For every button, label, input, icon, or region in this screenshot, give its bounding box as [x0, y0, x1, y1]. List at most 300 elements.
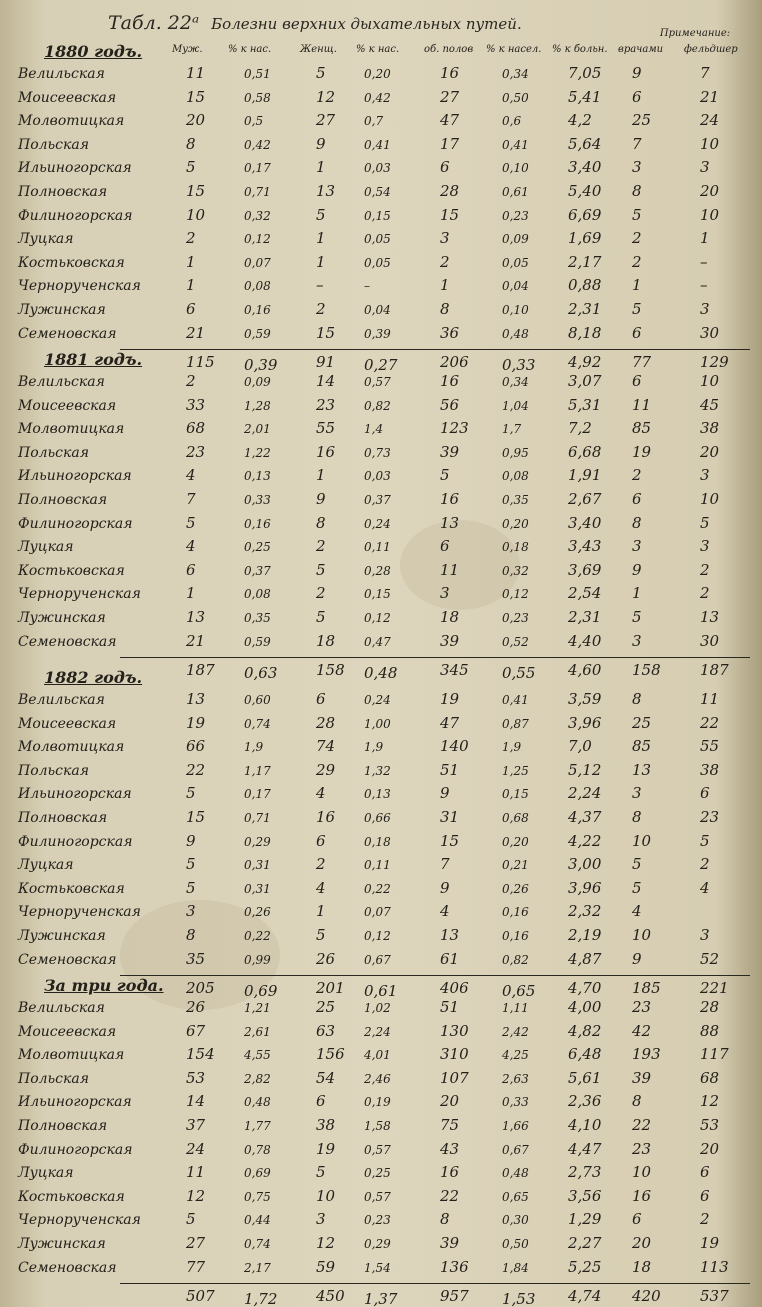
table-cell: 0,42 — [244, 137, 271, 152]
table-cell: 0,32 — [244, 208, 271, 223]
table-cell: 1 — [700, 229, 710, 248]
section-year-heading: 1880 годъ. — [44, 42, 143, 61]
table-cell: 8 — [632, 182, 642, 200]
table-cell: 0,23 — [502, 611, 529, 625]
table-cell: 4,2 — [568, 111, 592, 130]
table-row — [0, 443, 762, 465]
table-row — [0, 135, 762, 157]
section-year-heading: 1881 годъ. — [44, 350, 143, 369]
total-cell: 4,92 — [568, 353, 602, 372]
table-cell: 77 — [186, 1257, 206, 1276]
table-cell: 37 — [186, 1116, 206, 1134]
table-cell: 28 — [700, 998, 720, 1016]
table-cell: 0,34 — [502, 67, 529, 81]
total-cell: 0,65 — [502, 982, 536, 1001]
table-cell: 2 — [316, 300, 326, 318]
table-cell: 0,99 — [244, 952, 271, 967]
table-cell: 8 — [316, 513, 326, 532]
table-cell: 1,29 — [568, 1210, 602, 1229]
table-cell: 24 — [700, 111, 720, 130]
total-rule — [120, 349, 750, 350]
total-cell: 450 — [316, 1287, 345, 1306]
table-cell: 2,17 — [244, 1260, 271, 1275]
table-cell: 1,17 — [244, 763, 271, 778]
table-cell: 13 — [186, 690, 206, 708]
district-name: Семеновская — [18, 633, 117, 650]
district-name: Луцкая — [18, 539, 74, 556]
table-row — [0, 690, 762, 712]
table-cell: 0,7 — [364, 114, 384, 129]
total-cell: 0,27 — [364, 356, 398, 375]
total-cell: 0,63 — [244, 664, 278, 683]
table-cell: 12 — [316, 87, 336, 106]
table-cell: 39 — [440, 1234, 460, 1252]
table-cell: 51 — [440, 998, 460, 1016]
table-cell: – — [700, 252, 708, 271]
table-cell: 2,61 — [244, 1024, 271, 1039]
table-cell: 1 — [440, 276, 450, 295]
table-cell: 0,29 — [244, 834, 271, 849]
district-name: Филиногорская — [18, 515, 133, 532]
table-cell: 10 — [316, 1186, 336, 1205]
table-cell: 6,69 — [568, 205, 602, 224]
table-cell: 3 — [440, 229, 450, 248]
table-cell: 5 — [440, 466, 450, 485]
table-cell: 25 — [632, 111, 652, 130]
table-cell: 38 — [700, 760, 720, 779]
table-cell: 0,48 — [244, 1095, 271, 1110]
table-cell: 6 — [632, 372, 642, 390]
district-name: Велильская — [18, 374, 105, 390]
table-cell: 25 — [632, 713, 652, 732]
table-row — [0, 182, 762, 204]
table-cell: 52 — [700, 949, 720, 968]
table-cell: 4,01 — [364, 1048, 391, 1063]
table-cell: 47 — [440, 111, 460, 130]
district-name: Полновская — [18, 810, 108, 826]
table-row — [0, 111, 762, 133]
table-cell: 23 — [632, 998, 652, 1016]
district-name: Моисеевская — [18, 89, 117, 106]
table-cell: 7 — [700, 64, 710, 82]
table-cell: 6 — [700, 784, 710, 803]
table-cell: 2 — [632, 466, 642, 485]
table-cell: 0,88 — [568, 276, 602, 295]
table-cell: 0,12 — [244, 232, 271, 247]
table-cell: 56 — [440, 395, 460, 414]
table-cell: 6 — [700, 1186, 710, 1205]
table-cell: 0,74 — [244, 1237, 271, 1251]
total-cell: 4,74 — [568, 1287, 602, 1306]
table-cell: 3 — [186, 902, 196, 921]
table-row — [0, 1258, 762, 1280]
table-cell: 3 — [632, 784, 642, 803]
table-cell: 1 — [316, 229, 326, 248]
table-cell: 9 — [440, 878, 450, 897]
table-cell: 2 — [440, 252, 450, 271]
table-cell: 10 — [632, 831, 652, 850]
table-cell: 30 — [700, 631, 720, 650]
table-cell: 0,31 — [244, 881, 271, 896]
table-row — [0, 1092, 762, 1114]
table-cell: 67 — [186, 1021, 206, 1040]
table-cell: 2,27 — [568, 1234, 602, 1252]
table-row — [0, 490, 762, 512]
total-cell: 115 — [186, 353, 215, 372]
table-cell: 140 — [440, 737, 469, 756]
table-cell: 2,24 — [568, 784, 602, 803]
column-header: фельдшер — [684, 44, 738, 55]
total-cell: 187 — [700, 661, 729, 680]
table-cell: 0,09 — [244, 375, 271, 389]
table-cell: 21 — [186, 323, 206, 342]
table-cell: 6 — [632, 490, 642, 508]
table-cell: 2,54 — [568, 584, 602, 603]
table-row — [0, 714, 762, 736]
table-cell: 1,21 — [244, 1001, 271, 1015]
table-cell: 7 — [440, 855, 450, 874]
table-cell: 4 — [700, 878, 710, 897]
table-cell: 55 — [316, 419, 336, 438]
total-cell: 345 — [440, 661, 469, 680]
table-cell: 75 — [440, 1116, 460, 1134]
table-cell: 5 — [316, 64, 326, 82]
title-number: Табл. 22ᵃ — [108, 12, 200, 34]
table-cell: 6 — [632, 1210, 642, 1229]
table-cell: 2,73 — [568, 1163, 602, 1182]
table-cell: 0,35 — [244, 611, 271, 625]
table-cell: 3 — [440, 584, 450, 603]
table-cell: 4 — [316, 784, 326, 803]
table-cell: 0,21 — [502, 858, 529, 873]
table-cell: 19 — [440, 690, 460, 708]
table-cell: 0,41 — [364, 137, 391, 152]
table-cell: 10 — [700, 490, 720, 508]
table-cell: 22 — [700, 713, 720, 732]
table-cell: 1 — [186, 584, 196, 603]
total-cell: 0,33 — [502, 356, 536, 375]
table-cell: 1,11 — [502, 1001, 529, 1015]
total-cell: 0,69 — [244, 982, 278, 1001]
table-cell: 1 — [186, 276, 196, 295]
table-cell: 2 — [316, 584, 326, 603]
table-row — [0, 1234, 762, 1256]
table-cell: 5,40 — [568, 182, 602, 200]
table-cell: 0,59 — [244, 326, 271, 341]
table-cell: 2 — [186, 229, 196, 248]
table-cell: 2,46 — [364, 1071, 391, 1086]
table-cell: 0,31 — [244, 858, 271, 873]
table-cell: 0,60 — [244, 693, 271, 707]
table-cell: 0,48 — [502, 326, 529, 341]
table-cell: 8 — [632, 513, 642, 532]
district-name: Полновская — [18, 184, 108, 200]
total-cell: 406 — [440, 979, 469, 998]
table-cell: 3 — [700, 537, 710, 556]
table-cell: 0,48 — [502, 1166, 529, 1181]
table-cell: 0,37 — [244, 563, 271, 578]
table-cell: 5,41 — [568, 87, 602, 106]
table-cell: 9 — [632, 949, 642, 968]
district-name: Ильиногорская — [18, 786, 132, 803]
table-cell: 11 — [186, 1163, 206, 1182]
table-cell: 4,47 — [568, 1139, 602, 1158]
table-cell: 6 — [440, 158, 450, 177]
table-cell: 0,68 — [502, 811, 529, 825]
table-cell: 0,05 — [502, 255, 529, 270]
table-cell: 6 — [700, 1163, 710, 1182]
table-cell: 0,66 — [364, 811, 391, 825]
table-cell: 10 — [632, 1163, 652, 1182]
table-cell: 0,44 — [244, 1213, 271, 1228]
column-header: врачами — [618, 44, 664, 55]
table-cell: 0,37 — [364, 493, 391, 507]
table-cell: 3,69 — [568, 560, 602, 579]
table-cell: 4 — [632, 902, 642, 921]
table-cell: 0,22 — [364, 881, 391, 896]
table-cell: 6 — [440, 537, 450, 556]
table-cell: 117 — [700, 1045, 729, 1064]
district-name: Чернорученская — [18, 586, 141, 603]
table-cell: 6 — [316, 690, 326, 708]
table-cell: 0,26 — [244, 905, 271, 920]
table-cell: 3,40 — [568, 158, 602, 177]
table-cell: 0,13 — [364, 787, 391, 802]
table-row — [0, 832, 762, 854]
table-cell: 0,20 — [364, 67, 391, 81]
district-name: Молвотицкая — [18, 1047, 125, 1064]
table-cell: 4 — [186, 537, 196, 556]
table-cell: 5 — [186, 1210, 196, 1229]
table-cell: 10 — [700, 134, 720, 153]
table-cell: 2 — [700, 584, 710, 603]
table-row — [0, 632, 762, 654]
table-cell: 17 — [440, 134, 460, 153]
table-row — [0, 372, 762, 394]
table-cell: 15 — [186, 87, 206, 106]
table-cell: 27 — [316, 111, 336, 130]
table-row — [0, 300, 762, 322]
table-cell: 0,65 — [502, 1189, 529, 1204]
table-cell: 2,17 — [568, 252, 602, 271]
table-cell: 8 — [632, 1092, 642, 1111]
district-name: Велильская — [18, 1000, 105, 1016]
table-cell: 42 — [632, 1021, 652, 1040]
table-cell: 0,34 — [502, 375, 529, 389]
table-cell: 1 — [316, 466, 326, 485]
district-name: Луцкая — [18, 231, 74, 248]
table-cell: 2 — [186, 372, 196, 390]
table-cell: 0,50 — [502, 90, 529, 105]
table-cell: 68 — [186, 419, 206, 438]
table-cell: 18 — [632, 1257, 652, 1276]
table-cell: 4,55 — [244, 1048, 271, 1063]
table-row — [0, 1210, 762, 1232]
table-cell: 1 — [316, 252, 326, 271]
district-name: Полновская — [18, 492, 108, 508]
table-cell: 9 — [632, 560, 642, 579]
table-cell: 5,64 — [568, 134, 602, 153]
table-cell: 0,11 — [364, 858, 391, 873]
table-cell: 8 — [186, 134, 196, 153]
district-name: Молвотицкая — [18, 113, 125, 130]
table-cell: 0,78 — [244, 1142, 271, 1157]
district-name: Филиногорская — [18, 207, 133, 224]
table-cell: 15 — [316, 323, 336, 342]
total-cell: 0,61 — [364, 982, 398, 1001]
district-name: Чернорученская — [18, 278, 141, 295]
table-cell: 0,18 — [502, 540, 529, 555]
table-cell: 4 — [186, 466, 196, 485]
table-cell: 0,57 — [364, 1189, 391, 1204]
table-cell: 2,32 — [568, 902, 602, 921]
table-row — [0, 784, 762, 806]
table-cell: 23 — [632, 1139, 652, 1158]
table-cell: 15 — [440, 831, 460, 850]
table-cell: 0,28 — [364, 563, 391, 578]
table-cell: 3 — [632, 158, 642, 177]
table-cell: 5 — [186, 784, 196, 803]
table-cell: 0,11 — [364, 540, 391, 555]
table-cell: 7 — [186, 490, 196, 508]
table-cell: 0,25 — [364, 1166, 391, 1181]
table-cell: 39 — [440, 442, 460, 461]
table-row — [0, 608, 762, 630]
table-cell: 20 — [700, 1139, 720, 1158]
table-cell: 5 — [632, 608, 642, 626]
total-cell: 205 — [186, 979, 215, 998]
district-name: Моисеевская — [18, 715, 117, 732]
table-row — [0, 1069, 762, 1091]
table-cell: 0,57 — [364, 1142, 391, 1157]
district-name: Луцкая — [18, 857, 74, 874]
table-cell: 15 — [440, 205, 460, 224]
table-cell: 23 — [186, 442, 206, 461]
district-name: Костьковская — [18, 880, 125, 897]
table-cell: 0,41 — [502, 693, 529, 707]
table-cell: 0,23 — [364, 1213, 391, 1228]
table-cell: 0,59 — [244, 634, 271, 649]
table-cell: 1 — [316, 158, 326, 177]
table-cell: 22 — [186, 760, 206, 779]
table-cell: 19 — [186, 713, 206, 732]
table-cell: 43 — [440, 1139, 460, 1158]
table-cell: 2,63 — [502, 1071, 529, 1086]
table-cell: 0,20 — [502, 516, 529, 531]
table-cell: 16 — [440, 372, 460, 390]
table-cell: 0,51 — [244, 67, 271, 81]
table-cell: 3,56 — [568, 1186, 602, 1205]
total-cell: 4,70 — [568, 979, 602, 998]
table-cell: 27 — [440, 87, 460, 106]
total-cell: 206 — [440, 353, 469, 372]
district-name: Лужинская — [18, 610, 106, 626]
table-cell: 39 — [440, 631, 460, 650]
table-row — [0, 561, 762, 583]
table-cell: 0,12 — [502, 587, 529, 602]
table-cell: 16 — [316, 442, 336, 461]
table-cell: 2,31 — [568, 608, 602, 626]
table-cell: 4,22 — [568, 831, 602, 850]
column-header: Муж. — [172, 44, 203, 55]
table-cell: 0,35 — [502, 493, 529, 507]
district-name: Велильская — [18, 692, 105, 708]
table-cell: 5 — [632, 855, 642, 874]
table-cell: 4,00 — [568, 998, 602, 1016]
table-cell: 6 — [316, 1092, 326, 1111]
table-cell: 3,00 — [568, 855, 602, 874]
table-cell: 8 — [632, 808, 642, 826]
table-cell: 12 — [700, 1092, 720, 1111]
table-cell: 1,00 — [364, 716, 391, 731]
district-name: Семеновская — [18, 951, 117, 968]
table-cell: 0,09 — [502, 232, 529, 247]
table-cell: 0,50 — [502, 1237, 529, 1251]
table-cell: 3,96 — [568, 878, 602, 897]
table-cell: 0,73 — [364, 445, 391, 460]
table-cell: 0,82 — [502, 952, 529, 967]
table-cell: 7,05 — [568, 64, 602, 82]
table-cell: – — [700, 276, 708, 295]
table-cell: 61 — [440, 949, 460, 968]
table-cell: 136 — [440, 1257, 469, 1276]
section-year-heading: 1882 годъ. — [44, 668, 143, 687]
table-cell: 193 — [632, 1045, 661, 1064]
table-cell: 0,23 — [502, 208, 529, 223]
table-cell: 5 — [632, 300, 642, 318]
total-row — [0, 1287, 762, 1307]
table-cell: 0,25 — [244, 540, 271, 555]
table-cell: 2 — [316, 537, 326, 556]
table-cell: 0,39 — [364, 326, 391, 341]
table-row — [0, 1022, 762, 1044]
table-cell: 53 — [186, 1068, 206, 1087]
table-cell: 5 — [632, 878, 642, 897]
table-cell: 13 — [316, 182, 336, 200]
table-cell: 0,10 — [502, 161, 529, 176]
table-cell: 2,82 — [244, 1071, 271, 1086]
table-cell: 7 — [632, 134, 642, 153]
table-row — [0, 229, 762, 251]
table-row — [0, 1116, 762, 1138]
table-cell: 6 — [632, 323, 642, 342]
total-cell: 957 — [440, 1287, 469, 1306]
table-cell: 15 — [186, 182, 206, 200]
table-cell: 9 — [316, 134, 326, 153]
table-cell: 6,48 — [568, 1045, 602, 1064]
table-cell: 5 — [316, 926, 326, 944]
table-cell: 0,33 — [244, 493, 271, 507]
table-cell: 5 — [316, 560, 326, 579]
table-cell: 14 — [186, 1092, 206, 1111]
total-cell: 91 — [316, 353, 336, 372]
table-row — [0, 88, 762, 110]
table-cell: 0,69 — [244, 1166, 271, 1181]
table-cell: 2,31 — [568, 300, 602, 318]
table-cell: 5,25 — [568, 1257, 602, 1276]
total-cell: 1,53 — [502, 1290, 536, 1307]
table-row — [0, 276, 762, 298]
table-cell: 7,2 — [568, 419, 592, 438]
table-cell: 20 — [440, 1092, 460, 1111]
table-cell: 21 — [700, 87, 720, 106]
table-cell: 30 — [700, 323, 720, 342]
table-cell: 0,15 — [364, 208, 391, 223]
table-cell: 53 — [700, 1116, 720, 1134]
table-cell: 26 — [316, 949, 336, 968]
table-row — [0, 950, 762, 972]
table-row — [0, 419, 762, 441]
